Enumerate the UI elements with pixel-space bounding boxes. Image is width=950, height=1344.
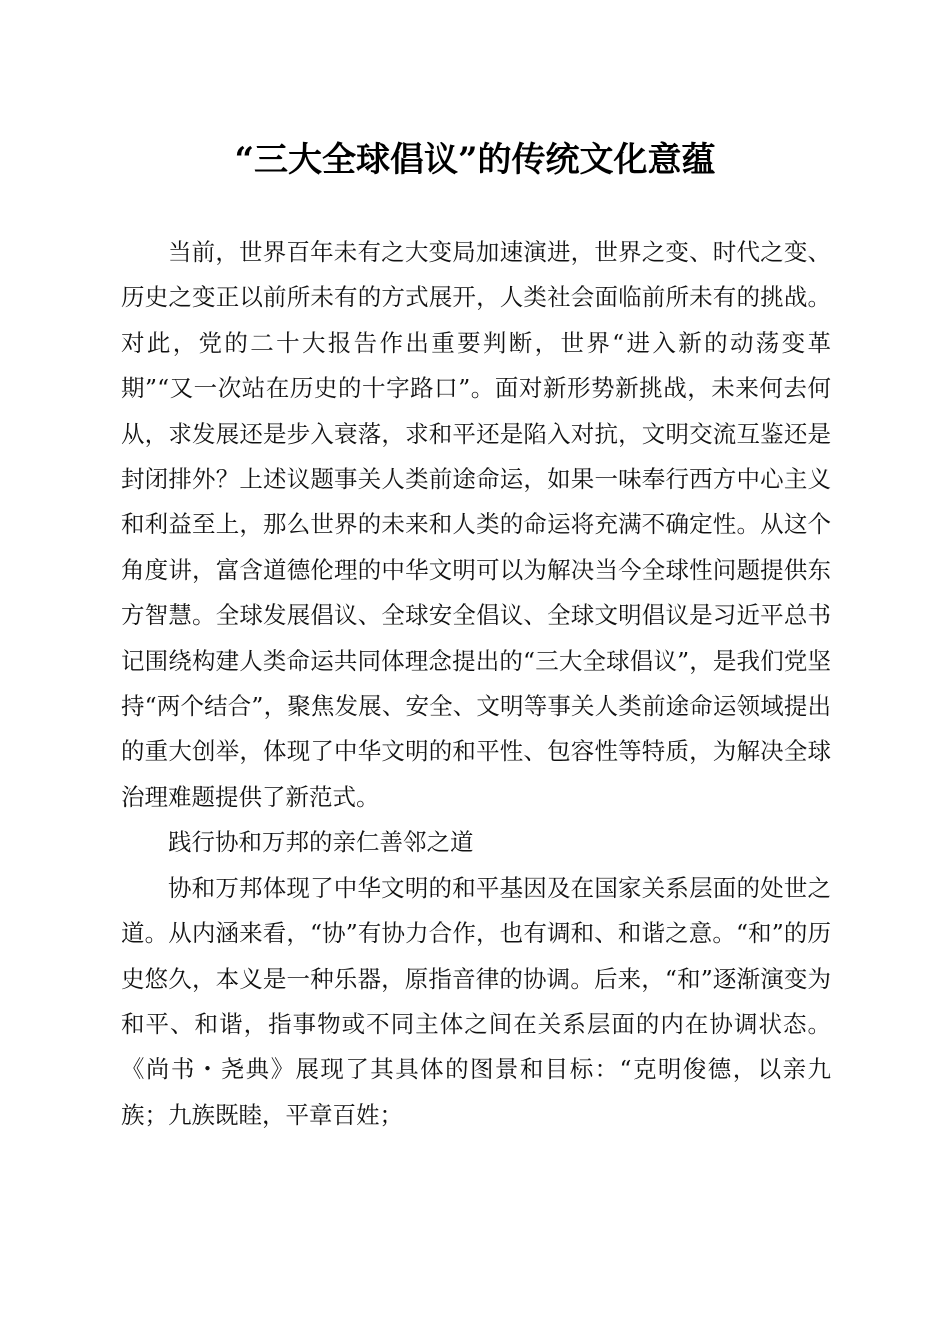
paragraph-intro: 当前，世界百年未有之大变局加速演进，世界之变、时代之变、历史之变正以前所未有的方式展开，人类社会面临前所未有的挑战。对此，党的二十大报告作出重要判断，世界“进入新的动荡变革期”“又一次站在历史的十字路口”。面对新形势新挑战，未来何去何从，求发展还是步入衰落，求和平还是陷入对抗，文明交流互鉴还是封闭排外？上述议题事关人类前途命运，如果一味奉行西方中心主义和利益至上，那么世界的未来和人类的命运将充满不确定性。从这个角度讲，富含道德伦理的中华文明可以为解决当今全球性问题提供东方智慧。全球发展倡议、全球安全倡议、全球文明倡议是习近平总书记围绕构建人类命运共同体理念提出的“三大全球倡议”，是我们党坚持“两个结合”，聚焦发展、安全、文明等事关人类前途命运领域提出的重大创举，体现了中华文明的和平性、包容性等特质，为解决全球治理难题提供了新范式。 [121, 238, 831, 811]
paragraph-section-1: 协和万邦体现了中华文明的和平基因及在国家关系层面的处世之道。从内涵来看，“协”有协力合作，也有调和、和谐之意。“和”的历史悠久，本义是一种乐器，原指音律的协调。后来，“和”逐渐演变为和平、和谐，指事物或不同主体之间在关系层面的内在协调状态。《尚书・尧典》展现了其具体的图景和目标：“克明俊德，以亲九族；九族既睦，平章百姓； [121, 873, 831, 1129]
section-heading: 践行协和万邦的亲仁善邻之道 [168, 828, 474, 857]
document-title: “三大全球倡议”的传统文化意蕴 [234, 140, 716, 180]
document-body [121, 230, 831, 1138]
